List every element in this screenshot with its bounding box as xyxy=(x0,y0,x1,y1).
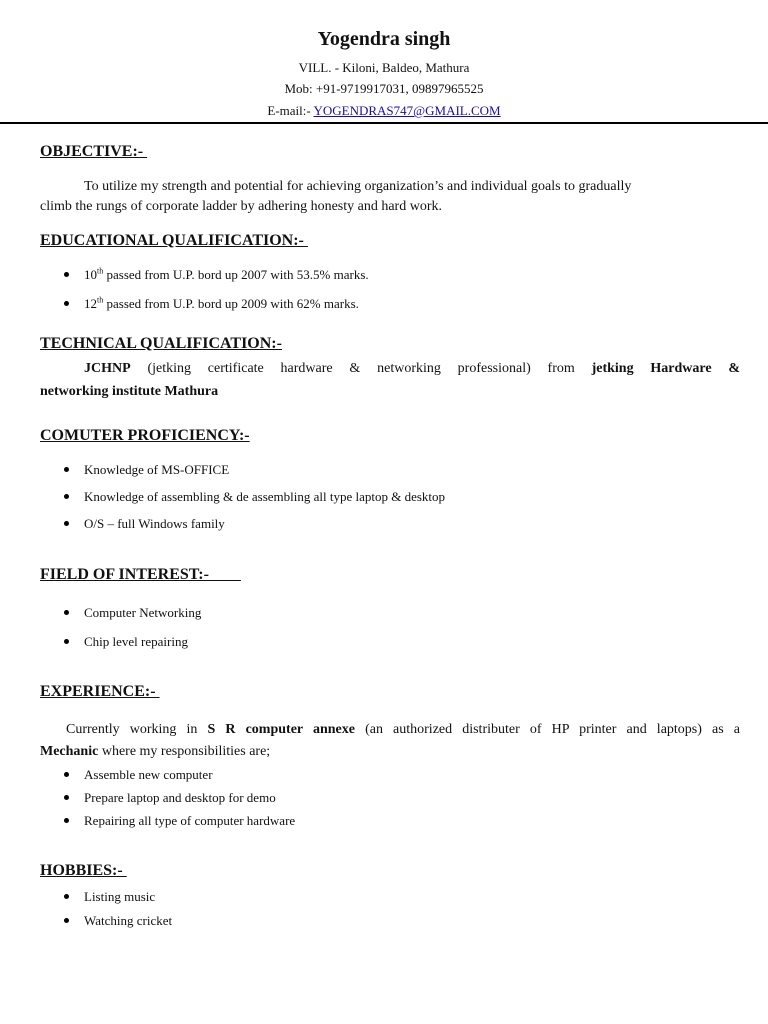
responsibilities-intro: where my responsibilities are; xyxy=(98,744,271,759)
bullet-icon xyxy=(64,494,69,499)
edu-suffix: th xyxy=(97,295,104,305)
technical-line-1 xyxy=(40,359,740,379)
edu-text: passed from U.P. bord up 2007 with 53.5% marks. xyxy=(103,267,369,282)
interest-item xyxy=(64,634,664,654)
experience-line-2 xyxy=(40,742,740,762)
education-item xyxy=(64,296,664,316)
institute-name: jetking Hardware & xyxy=(591,361,740,376)
job-title: Mechanic xyxy=(40,744,99,759)
technical-line-2: networking institute Mathura xyxy=(40,384,219,399)
bullet-icon xyxy=(64,795,69,800)
experience-item xyxy=(64,767,664,787)
experience-heading: EXPERIENCE:- xyxy=(40,683,160,700)
course-name: JCHNP xyxy=(84,361,131,376)
edu-suffix: th xyxy=(97,266,104,276)
hobbies-heading: HOBBIES:- xyxy=(40,862,127,879)
bullet-icon xyxy=(64,818,69,823)
objective-line-1: To utilize my strength and potential for achieving organization’s and individual goals to gradually xyxy=(84,179,632,194)
email-line xyxy=(0,103,768,119)
experience-item xyxy=(64,790,664,810)
experience-item-text: Repairing all type of computer hardware xyxy=(84,813,296,828)
bullet-icon xyxy=(64,521,69,526)
objective-line-2: climb the rungs of corporate ladder by adhering honesty and hard work. xyxy=(40,199,442,214)
interest-item-text: Computer Networking xyxy=(84,605,202,620)
company-description: (an authorized distributer of HP printer and laptops) as a xyxy=(354,722,740,737)
address-line: VILL. - Kiloni, Baldeo, Mathura xyxy=(298,60,470,75)
hobby-item xyxy=(64,913,664,933)
bullet-icon xyxy=(64,772,69,777)
education-item xyxy=(64,267,664,287)
interest-heading: FIELD OF INTEREST:- xyxy=(40,566,241,583)
bullet-icon xyxy=(64,918,69,923)
computer-heading: COMUTER PROFICIENCY:- xyxy=(40,427,250,444)
computer-item xyxy=(64,516,664,536)
bullet-icon xyxy=(64,894,69,899)
experience-item xyxy=(64,813,664,833)
edu-class: 10 xyxy=(84,267,97,282)
edu-class: 12 xyxy=(84,296,97,311)
company-name: S R computer annexe xyxy=(207,722,355,737)
technical-heading: TECHNICAL QUALIFICATION:- xyxy=(40,335,282,352)
objective-heading: OBJECTIVE:- xyxy=(40,143,148,160)
mobile-line: Mob: +91-9719917031, 09897965525 xyxy=(284,81,484,96)
computer-item-text: Knowledge of MS-OFFICE xyxy=(84,462,230,477)
interest-item-text: Chip level repairing xyxy=(84,634,188,649)
email-label: E-mail:- xyxy=(267,103,314,118)
computer-item xyxy=(64,462,664,482)
hobby-item xyxy=(64,889,664,909)
header-divider xyxy=(0,122,768,124)
computer-item-text: O/S – full Windows family xyxy=(84,516,225,531)
bullet-icon xyxy=(64,301,69,306)
hobby-item-text: Listing music xyxy=(84,889,156,904)
computer-item xyxy=(64,489,664,509)
course-description: (jetking certificate hardware & networking professional) from xyxy=(130,361,592,376)
edu-text: passed from U.P. bord up 2009 with 62% marks. xyxy=(103,296,359,311)
bullet-icon xyxy=(64,272,69,277)
experience-intro: Currently working in xyxy=(66,722,208,737)
experience-item-text: Assemble new computer xyxy=(84,767,213,782)
bullet-icon xyxy=(64,639,69,644)
hobby-item-text: Watching cricket xyxy=(84,913,173,928)
resume-name: Yogendra singh xyxy=(317,28,451,50)
interest-item xyxy=(64,605,664,625)
experience-line-1 xyxy=(40,720,740,740)
email-link[interactable]: YOGENDRAS747@GMAIL.COM xyxy=(313,103,501,118)
bullet-icon xyxy=(64,467,69,472)
experience-item-text: Prepare laptop and desktop for demo xyxy=(84,790,276,805)
bullet-icon xyxy=(64,610,69,615)
computer-item-text: Knowledge of assembling & de assembling all type laptop & desktop xyxy=(84,489,446,504)
education-heading: EDUCATIONAL QUALIFICATION:- xyxy=(40,232,308,249)
